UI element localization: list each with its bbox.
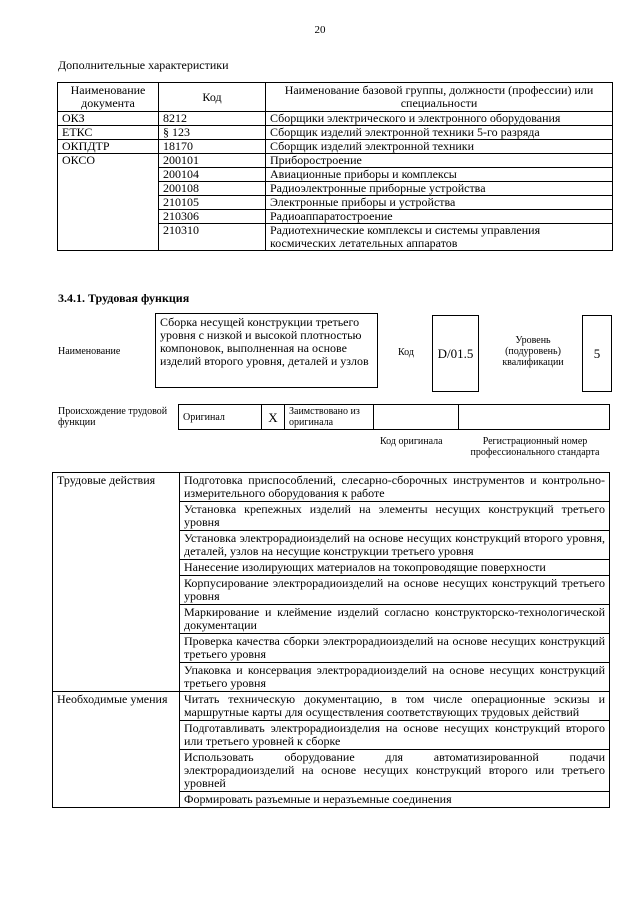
name-cell: Сборщики электрического и электронного оборудования xyxy=(266,112,613,126)
code-cell: 18170 xyxy=(159,140,266,154)
original-cell: Оригинал xyxy=(179,405,262,430)
action-item: Проверка качества сборки электрорадиоизделий на основе несущих конструкций третьего уровня xyxy=(180,634,610,663)
name-cell: Радиотехнические комплексы и системы управления космических летательных аппаратов xyxy=(266,224,613,251)
page-number: 20 xyxy=(314,24,326,36)
function-name-box: Сборка несущей конструкции третьего уровня с низкой и высокой плотностью компоновок, выполненная на основе изделий второго уровня, деталей и узлов xyxy=(155,313,378,388)
origin-table xyxy=(178,404,610,430)
header-name: Наименование базовой группы, должности (профессии) или специальности xyxy=(266,83,613,112)
origin-code-caption: Код оригинала xyxy=(380,436,443,447)
name-cell: Авиационные приборы и комплексы xyxy=(266,168,613,182)
table-row xyxy=(58,126,613,140)
action-item: Нанесение изолирующих материалов на токопроводящие поверхности xyxy=(180,560,610,576)
level-label: Уровень (подуровень) квалификации xyxy=(502,335,564,368)
code-cell: 210310 xyxy=(159,224,266,251)
header-code: Код xyxy=(159,83,266,112)
action-item: Установка электрорадиоизделий на основе несущих конструкций второго уровня, деталей, узлов на несущие конструкции третьего уровня xyxy=(180,531,610,560)
action-item: Упаковка и консервация электрорадиоизделий на основе несущих конструкций третьего уровня xyxy=(180,663,610,692)
function-code-box: D/01.5 xyxy=(432,315,479,392)
code-cell: 200101 xyxy=(159,154,266,168)
doc-cell: ОКЗ xyxy=(58,112,159,126)
reg-number-caption: Регистрационный номер профессионального стандарта xyxy=(470,436,600,458)
reg-number-cell xyxy=(459,405,610,430)
doc-cell: ЕТКС xyxy=(58,126,159,140)
action-item: Маркирование и клеймение изделий согласно конструкторско-технологической документации xyxy=(180,605,610,634)
code-cell: § 123 xyxy=(159,126,266,140)
table-row xyxy=(58,140,613,154)
skill-item: Использовать оборудование для автоматизированной подачи электрорадиоизделий на основе несущих конструкций второго или третьего уровней xyxy=(180,750,610,792)
borrowed-cell: Заимствовано из оригинала xyxy=(285,405,374,430)
origin-code-cell xyxy=(374,405,459,430)
name-cell: Радиоаппаратостроение xyxy=(266,210,613,224)
original-mark: X xyxy=(262,405,285,430)
table-row xyxy=(53,473,610,502)
actions-label: Трудовые действия xyxy=(53,473,180,692)
header-document: Наименование документа xyxy=(58,83,159,112)
function-heading: 3.4.1. Трудовая функция xyxy=(58,291,190,305)
name-cell: Приборостроение xyxy=(266,154,613,168)
action-item: Корпусирование электрорадиоизделий на основе несущих конструкций третьего уровня xyxy=(180,576,610,605)
code-cell: 200108 xyxy=(159,182,266,196)
doc-cell: ОКПДТР xyxy=(58,140,159,154)
skill-item: Формировать разъемные и неразъемные соединения xyxy=(180,792,610,808)
skill-item: Читать техническую документацию, в том числе операционные эскизы и маршрутные карты для осуществления соответствующих трудовых действий xyxy=(180,692,610,721)
code-label: Код xyxy=(398,347,414,358)
skills-label: Необходимые умения xyxy=(53,692,180,808)
additional-characteristics-table xyxy=(57,82,613,251)
name-cell: Радиоэлектронные приборные устройства xyxy=(266,182,613,196)
doc-cell: ОКСО xyxy=(58,154,159,251)
origin-label: Происхождение трудовой функции xyxy=(58,406,168,428)
table-row xyxy=(58,154,613,168)
section-title: Дополнительные характеристики xyxy=(58,58,229,72)
table-row xyxy=(53,692,610,721)
code-cell: 200104 xyxy=(159,168,266,182)
name-label: Наименование xyxy=(58,346,121,357)
name-cell: Электронные приборы и устройства xyxy=(266,196,613,210)
action-item: Подготовка приспособлений, слесарно-сборочных инструментов и контрольно-измерительного оборудования к работе xyxy=(180,473,610,502)
function-details-table xyxy=(52,472,610,808)
name-cell: Сборщик изделий электронной техники 5-го разряда xyxy=(266,126,613,140)
skill-item: Подготавливать электрорадиоизделия на основе несущих конструкций второго или третьего уровней к сборке xyxy=(180,721,610,750)
level-box: 5 xyxy=(582,315,612,392)
code-cell: 210105 xyxy=(159,196,266,210)
code-cell: 210306 xyxy=(159,210,266,224)
code-cell: 8212 xyxy=(159,112,266,126)
action-item: Установка крепежных изделий на элементы несущих конструкций третьего уровня xyxy=(180,502,610,531)
table-row xyxy=(58,112,613,126)
name-cell: Сборщик изделий электронной техники xyxy=(266,140,613,154)
